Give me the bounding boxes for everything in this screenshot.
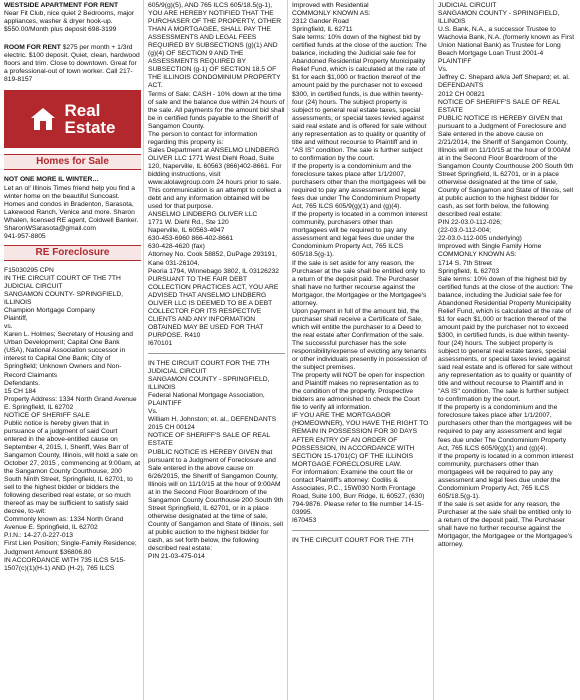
ad-lead: ROOM FOR RENT [4,44,61,52]
legal-notice-continued: 605/9(g)(5), AND 765 ILCS 605/18.5(g-1), YOU ARE HEREBY NOTIFIED THAT THE PURCHASER OF THE PROPERTY, OTHER THAN A MORTGAGEE, SHALL PAY THE ASSESSMENTS AND LEGAL FEES REQUIRED BY SUBSECTIONS (g)(1) AND (g)(4) OF SECTION 9 AND THE ASSESSMENTS REQUIRED BY SUBSECTION (g-1) OF SECTION 18.5 OF THE ILLINOIS CONDOMINIUM PROPERTY ACT. Terms of Sale: CASH - 10% down at the time of sale and the balance due within 24 hours of the sale. All payments for the amount bid shall be in certified funds payable to the Sheriff of Sangamon County. The person to contact for information regarding this property is: Sales Department at ANSELMO LINDBERG OLIVER LLC 1771 West Diehl Road, Suite 120, Naperville, IL 60563 (866)402-8661. For bidding instructions, visit www.alolawgroup.com 24 hours prior to sale. This communication is an attempt to collect a debt and any information obtained will be used for that purpose. ANSELMO LINDBERG OLIVER LLC 1771 W. Diehl Rd., Ste 120 Naperville, IL 60563-4947 630-453-6960 866-402-8661 630-428-4620 (fax) Attorney No. Cook 58852, DuPage 293191, Kane 031-26104, Peoria 1794, Winnebago 3802, IL 03126232 PURSUANT TO THE FAIR DEBT COLLECTION PRACTICES ACT, YOU ARE ADVISED THAT ANSELMO LINDBERG OLIVER LLC IS DEEMED TO BE A DEBT COLLECTOR FOR ITS RESPECTIVE CLIENTS AND ANY INFORMATION OBTAINED MAY BE USED FOR THAT PURPOSE. R410 I670101 [148,2,285,347]
legal-notice: IN THE CIRCUIT COURT FOR THE 7TH [292,537,414,545]
banner-line-1: Real [64,101,101,121]
section-header-homes-for-sale: Homes for Sale [4,154,141,170]
column-2 [148,2,285,698]
notice-separator [148,353,285,354]
column-divider [433,0,434,700]
notice-separator [292,530,429,531]
real-estate-banner [4,90,141,148]
ad-body: Let an ol' Illinois Times friend help you find a winter home on the beautiful Suncoast. Homes and condos in Bradenton, Sarasota, Lakewood Ranch, Venice and more. Sharon Whalen, licensed RE agent, Coldwell Banker. SharonWSarasota@gmail.com 941-957-8805 [4,184,139,240]
legal-notice: IN THE CIRCUIT COURT FOR THE 7TH JUDICIAL CIRCUIT SANGAMON COUNTY - SPRINGFIELD, ILLINOIS Federal National Mortgage Association, PLAINTIFF Vs. William H. Johnston; et. al., DEFENDANTS 2015 CH 00124 NOTICE OF SHERIFF'S SALE OF REAL ESTATE PUBLIC NOTICE IS HEREBY GIVEN that pursuant to a Judgment of Foreclosure and Sale entered in the above cause on 6/26/2015, the Sheriff of Sangamon County, Illinois will on 11/10/15 at the hour of 9:00AM at in the Second Floor Boardroom of the Sangamon County Courthouse 200 South 9th Street Springfield, IL 62701, or in a place otherwise designated at the time of sale, County of Sangamon and State of Illinois, sell at public auction to the highest bidder for cash, as set forth below, the following described real estate: PIN 21-03-475-014 [148,360,284,561]
legal-notice: F15030295 CPN IN THE CIRCUIT COURT OF THE 7TH JUDICIAL CIRCUIT SANGAMON COUNTY- SPRINGFIELD, ILLINOIS Champion Mortgage Company Plaintiff, vs. Karen L. Holmes; Secretary of Housing and Urban Development; Capital One Bank (USA), National Association successor in interest to Capital One Bank; City of Springfield; Unknown Owners and Non-Record Claimants Defendants. 15 CH 184 Property Address: 1334 North Grand Avenue E. Springfield, IL 62702 NOTICE OF SHERIFF SALE Public notice is hereby given that in pursuance of a judgment of said Court entered in the above-entitled cause on September 4, 2015, I, Sheriff, Wes Barr of Sangamon County, Illinois, will hold a sale on October 27, 2015 , commencing at 9:00am, at the Sangamon County Courthouse, 200 South Ninth Street, Springfield, IL 62701, to sell to the highest bidder or bidders the following described real estate, or so much thereof as may be sufficient to satisfy said decree, to-wit: Commonly known as: 1334 North Grand Avenue E. Springfield, IL 62702 P.I.N.: 14-27.0-227-013 First Lien Position; Single-Family Residence; Judgment Amount $36806.80 IN ACCORDANCE WITH 735 ILCS 5/15-1507(c)(1)(H-1) AND (H-2), 765 ILCS [4,266,141,572]
column-3 [292,2,429,698]
ad-title: WESTSIDE APARTMENT FOR RENT [4,2,119,9]
section-header-re-foreclosure: RE Foreclosure [4,245,141,261]
ad-room-for-rent [4,44,141,84]
column-1 [4,2,141,698]
ad-body: $275 per month + 1/3rd electric. $100 deposit. Quiet, clean, hardwood floors and trim. Close to downtown. Great for a professional-out of town worker. Call 217-819-8157 [4,44,140,84]
ad-body: Near Fit Club, nice quiet 2 Bedrooms, major appliances, washer & dryer hook-up. $550.00/Month plus deposit 698-3199 [4,10,135,34]
legal-notice-continued: JUDICIAL CIRCUIT SANGAMON COUNTY - SPRINGFIELD, ILLINOIS U.S. Bank, N.A., a successor Trustee to Wachovia Bank, N.A. (formerly known as First Union National Bank) as Trustee for Long Beach Mortgage Loan Trust 2001-4 PLAINTIFF Vs. Jeffrey C. Shepard a/k/a Jeff Shepard; et. al. DEFENDANTS 2012 CH 00821 NOTICE OF SHERIFF'S SALE OF REAL ESTATE PUBLIC NOTICE IS HEREBY GIVEN that pursuant to a Judgment of Foreclosure and Sale entered in the above cause on 2/21/2014, the Sheriff of Sangamon County, Illinois will on 11/10/15 at the hour of 9:00AM at in the Second Floor Boardroom of the Sangamon County Courthouse 200 South 9th Street Springfield, IL 62701, or in a place otherwise designated at the time of sale, County of Sangamon and State of Illinois, sell at public auction to the highest bidder for cash, as set forth below, the following described real estate: PIN 22-03.0-112-026; (22-03.0-112-004; 22-03.0-112-005 underlying) Improved with Single Family Home COMMONLY KNOWN AS: 1714 S. 7th Street Springfield, IL 62703 Sale terms: 10% down of the highest bid by certified funds at the close of the auction: The balance, including the Judicial sale fee for Abandoned Residential Property Municipality Relief Fund, which is calculated at the rate of $1 for each $1,000 or fraction thereof of the amount paid by the purchaser not to exceed $300, in certified funds, is due within twenty-four (24) hours. The subject property is subject to general real estate taxes, special assessments, or special taxes levied against said real estate and is offered for sale without any representation as to quality or quantity of title and without recourse to Plaintiff and in "AS IS" condition. The sale is further subject to confirmation by the court. If the property is a condominium and the foreclosure takes place after 1/1/2007, purchasers other than the mortgagees will be required to pay any assessment and legal fees due under The Condominium Property Act, 765 ILCS 605/9(g)(1) and (g)(4). If the property is located in a common interest community, purchasers other than mortgagees will be required to pay any assessment and legal fees due under the Condominium Property Act, 765 ILCS 605/18.5(g-1). If the sale is set aside for any reason, the Purchaser at the sale shall be entitled only to a return of the deposit paid. The Purchaser shall have no further recourse against the Mortgagor, the Mortgagee or the Mortgagee's attorney. [438,2,575,549]
column-divider [287,0,288,700]
legal-notice-continued: Improved with Residential COMMONLY KNOWN AS: 2312 Gander Road Springfield, IL 62711 Sale terms: 10% down of the highest bid by certified funds at the close of the auction: The balance, including the Judicial sale fee for Abandoned Residential Property Municipality Relief Fund, which is calculated at the rate of $1 for each $1,000 or fraction thereof of the amount paid by the purchaser not to exceed $300, in certified funds, is due within twenty-four (24) hours. The subject property is subject to general real estate taxes, special assessments, or special taxes levied against said real estate and is offered for sale without any representation as to quality or quantity of title and without recourse to Plaintiff and in "AS IS" condition. The sale is further subject to confirmation by the court. If the property is a condominium and the foreclosure takes place after 1/1/2007, purchasers other than the mortgagees will be required to pay any assessment and legal fees due under The Condominium Property Act, 765 ILCS 605/9(g)(1) and (g)(4). If the property is located in a common interest community, purchasers other than mortgagees will be required to pay any assessment and legal fees due under the Condominium Property Act, 765 ILCS 605/18.5(g-1). If the sale is set aside for any reason, the Purchaser at the sale shall be entitled only to a return of the deposit paid. The Purchaser shall have no further recourse against the Mortgagor, the Mortgagee or the Mortgagee's attorney. Upon payment in full of the amount bid, the purchaser shall receive a Certificate of Sale, which will entitle the purchaser to a Deed to the real estate after Confirmation of the sale. The successful purchaser has the sole responsibility/expense of evicting any tenants or other individuals presently in possession of the subject premises. The property will NOT be open for inspection and Plaintiff makes no representation as to the condition of the property. Prospective bidders are admonished to check the Court file to verify all information. IF YOU ARE THE MORTGAGOR (HOMEOWNER), YOU HAVE THE RIGHT TO REMAIN IN POSSESSION FOR 30 DAYS AFTER ENTRY OF AN ORDER OF POSSESSION, IN ACCORDANCE WITH SECTION 15-1701(C) OF THE ILLINOIS MORTGAGE FORECLOSURE LAW. For information: Examine the court file or contact Plaintiff's attorney: Codilis & Associates, P.C., 15W030 North Frontage Road, Suite 100, Burr Ridge, IL 60527, (630) 794-9876. Please refer to file number 14-15-03995. I670453 [292,2,429,524]
house-icon [29,105,57,133]
column-divider [143,0,144,700]
column-4 [438,2,575,698]
ad-title: NOT ONE MORE IL WINTER… [4,176,99,184]
banner-line-2: Estate [64,118,116,138]
